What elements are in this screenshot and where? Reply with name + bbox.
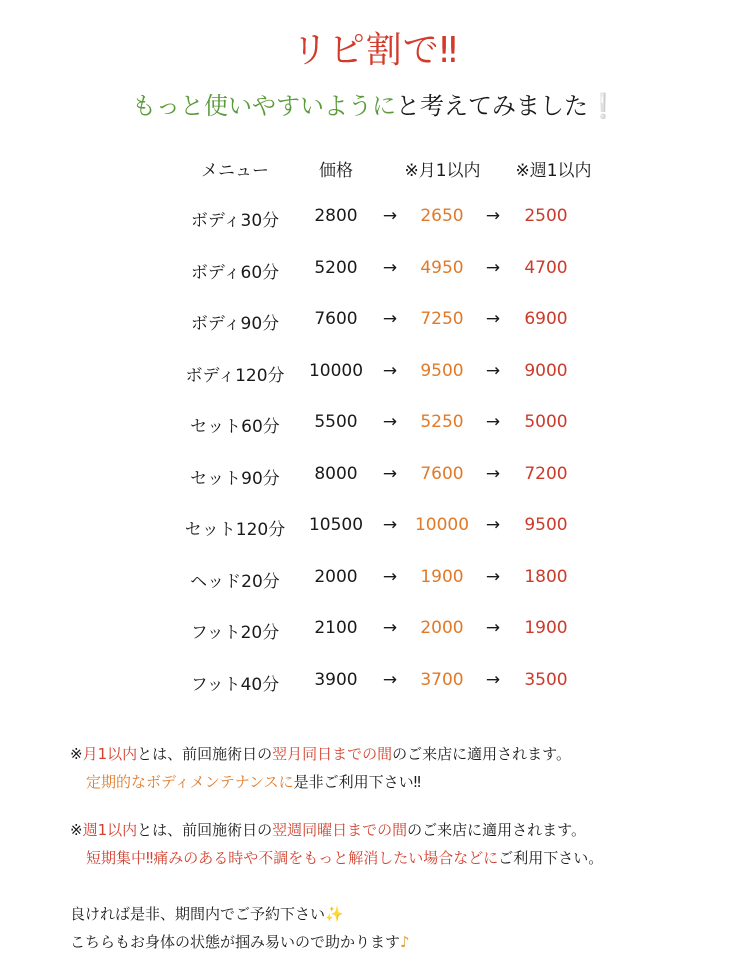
header-menu: メニュー [201, 161, 269, 181]
row-month-price: 4950 [420, 258, 464, 278]
table-row [0, 361, 750, 401]
row-month-price: 9500 [420, 361, 464, 381]
row-price: 2800 [314, 206, 358, 226]
row-price: 7600 [314, 309, 358, 329]
page-title: リピ割で‼︎ [291, 30, 459, 71]
exclamation-icon: ❕ [588, 92, 618, 120]
subtitle-dark-text: と考えてみました [396, 92, 589, 120]
closing-text: こちらもお身体の状態が掴み易いので助かります [70, 933, 401, 951]
arrow-icon: → [485, 464, 501, 484]
table-row [0, 515, 750, 555]
note-text: ご利用下さい。 [498, 849, 604, 867]
row-menu: ボディ90分 [190, 314, 280, 334]
arrow-icon: → [485, 206, 501, 226]
arrow-icon: → [485, 515, 501, 535]
note-week-term: 週1以内 [82, 821, 138, 839]
row-menu: セット60分 [190, 417, 280, 437]
arrow-icon: → [382, 464, 398, 484]
table-row [0, 412, 750, 452]
arrow-icon: → [485, 258, 501, 278]
table-row [0, 618, 750, 658]
header-week: ※週1以内 [515, 161, 592, 181]
arrow-icon: → [382, 618, 398, 638]
row-price: 5500 [314, 412, 358, 432]
row-month-price: 5250 [420, 412, 464, 432]
row-month-price: 1900 [420, 567, 464, 587]
row-menu: ボディ30分 [190, 211, 280, 231]
row-menu: ヘッド20分 [190, 572, 280, 592]
note-text: とは、前回施術日の [137, 745, 273, 763]
row-month-price: 7250 [420, 309, 464, 329]
row-price: 10000 [308, 361, 364, 381]
note-mark: ※ [70, 745, 83, 763]
row-month-price: 7600 [420, 464, 464, 484]
row-menu: フット20分 [190, 623, 280, 643]
note-week [70, 816, 603, 872]
table-row [0, 206, 750, 246]
closing-message [70, 900, 410, 956]
arrow-icon: → [485, 309, 501, 329]
row-week-price: 5000 [524, 412, 568, 432]
arrow-icon: → [485, 412, 501, 432]
row-price: 2000 [314, 567, 358, 587]
arrow-icon: → [382, 670, 398, 690]
arrow-icon: → [485, 618, 501, 638]
arrow-icon: → [485, 567, 501, 587]
note-month-line1 [70, 740, 571, 768]
note-week-line2 [70, 844, 603, 872]
row-week-price: 7200 [524, 464, 568, 484]
closing-text: 良ければ是非、期間内でご予約下さい [70, 905, 326, 923]
note-mark: ※ [70, 821, 83, 839]
arrow-icon: → [382, 309, 398, 329]
table-header [0, 156, 750, 196]
table-row [0, 670, 750, 710]
subtitle [0, 86, 750, 121]
arrow-icon: → [382, 567, 398, 587]
row-week-price: 9000 [524, 361, 568, 381]
table-row [0, 258, 750, 298]
row-week-price: 1900 [524, 618, 568, 638]
music-note-icon: ♪ [400, 933, 410, 951]
note-text: のご来店に適用されます。 [392, 745, 571, 763]
table-row [0, 464, 750, 504]
row-price: 5200 [314, 258, 358, 278]
arrow-icon: → [382, 206, 398, 226]
row-price: 2100 [314, 618, 358, 638]
arrow-icon: → [485, 670, 501, 690]
note-text: 是非ご利用下さい‼︎ [293, 773, 421, 791]
row-month-price: 3700 [420, 670, 464, 690]
row-price: 3900 [314, 670, 358, 690]
arrow-icon: → [382, 412, 398, 432]
row-week-price: 9500 [524, 515, 568, 535]
arrow-icon: → [382, 258, 398, 278]
arrow-icon: → [485, 361, 501, 381]
row-menu: ボディ60分 [190, 263, 280, 283]
note-week-line1 [70, 816, 603, 844]
closing-line1 [70, 900, 410, 928]
row-month-price: 2650 [420, 206, 464, 226]
row-menu: ボディ120分 [185, 366, 285, 386]
row-menu: セット90分 [190, 469, 280, 489]
header-month: ※月1以内 [404, 161, 481, 181]
row-week-price: 3500 [524, 670, 568, 690]
note-month-period: 翌月同日までの間 [272, 745, 393, 763]
closing-line2 [70, 928, 410, 956]
note-text: とは、前回施術日の [137, 821, 273, 839]
row-menu: フット40分 [190, 675, 280, 695]
sparkle-icon: ✨ [325, 905, 344, 923]
note-text: のご来店に適用されます。 [407, 821, 586, 839]
row-menu: セット120分 [184, 520, 286, 540]
row-week-price: 4700 [524, 258, 568, 278]
row-month-price: 10000 [414, 515, 470, 535]
note-month [70, 740, 571, 796]
arrow-icon: → [382, 361, 398, 381]
note-month-term: 月1以内 [82, 745, 138, 763]
row-month-price: 2000 [420, 618, 464, 638]
row-week-price: 1800 [524, 567, 568, 587]
row-price: 8000 [314, 464, 358, 484]
row-price: 10500 [308, 515, 364, 535]
row-week-price: 2500 [524, 206, 568, 226]
row-week-price: 6900 [524, 309, 568, 329]
arrow-icon: → [382, 515, 398, 535]
note-week-period: 翌週同曜日までの間 [272, 821, 408, 839]
subtitle-green-text: もっと使いやすいように [132, 92, 397, 120]
note-month-highlight: 定期的なボディメンテナンスに [86, 773, 294, 791]
table-row [0, 309, 750, 349]
note-week-highlight: 短期集中‼︎痛みのある時や不調をもっと解消したい場合などに [86, 849, 499, 867]
header-price: 価格 [319, 161, 353, 181]
note-month-line2 [70, 768, 571, 796]
table-row [0, 567, 750, 607]
